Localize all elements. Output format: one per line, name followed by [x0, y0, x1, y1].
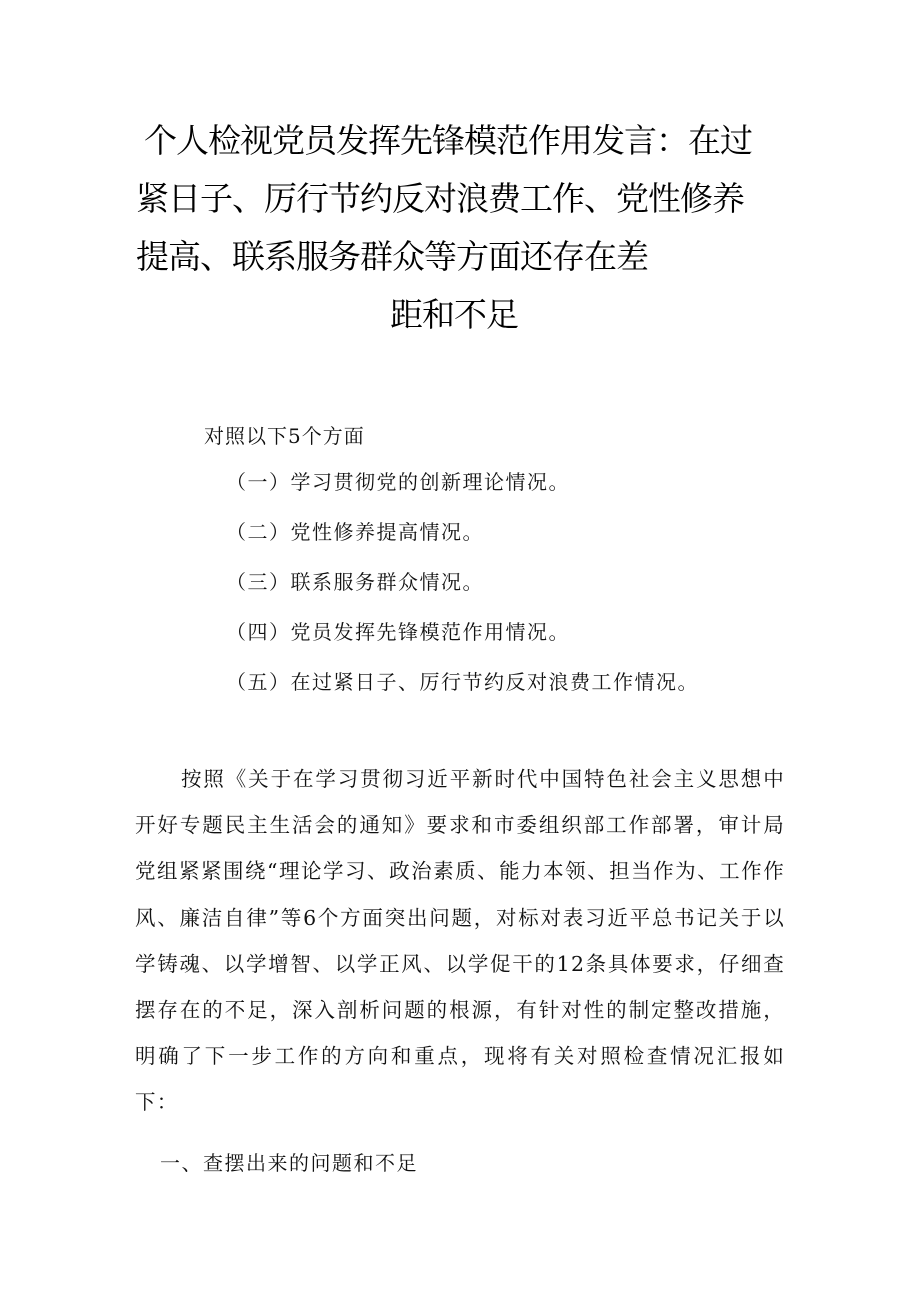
title-line: 紧日子、厉行节约反对浪费工作、党性修养: [136, 179, 744, 218]
title-line: 距和不足: [390, 295, 518, 334]
aspect-item: （二）党性修养提高情况。: [226, 520, 484, 544]
body-paragraph: 按照《关于在学习贯彻习近平新时代中国特色社会主义思想中开好专题民主生活会的通知》要求和市委组织部工作部署，审计局党组紧紧围绕“理论学习、政治素质、能力本领、担当作为、工作作风、廉洁自律”等6个方面突出问题，对标对表习近平总书记关于以学铸魂、以学增智、以学正风、以学促干的12条具体要求，仔细查摆存在的不足，深入剖析问题的根源，有针对性的制定整改措施，明确了下一步工作的方向和重点，现将有关对照检查情况汇报如下：: [135, 767, 785, 1115]
intro-line: 对照以下5个方面: [204, 424, 365, 448]
title-line: 个人检视党员发挥先锋模范作用发言：在过: [144, 121, 752, 160]
aspect-item: （三）联系服务群众情况。: [226, 570, 484, 594]
aspects-list: [226, 463, 699, 713]
aspect-item: （五）在过紧日子、厉行节约反对浪费工作情况。: [226, 670, 699, 694]
aspect-item: （四）党员发挥先锋模范作用情况。: [226, 620, 570, 644]
section-heading: 一、查摆出来的问题和不足: [160, 1151, 418, 1175]
document-title: [136, 112, 786, 344]
title-line: 提高、联系服务群众等方面还存在差: [136, 237, 648, 276]
aspect-item: （一）学习贯彻党的创新理论情况。: [226, 470, 570, 494]
